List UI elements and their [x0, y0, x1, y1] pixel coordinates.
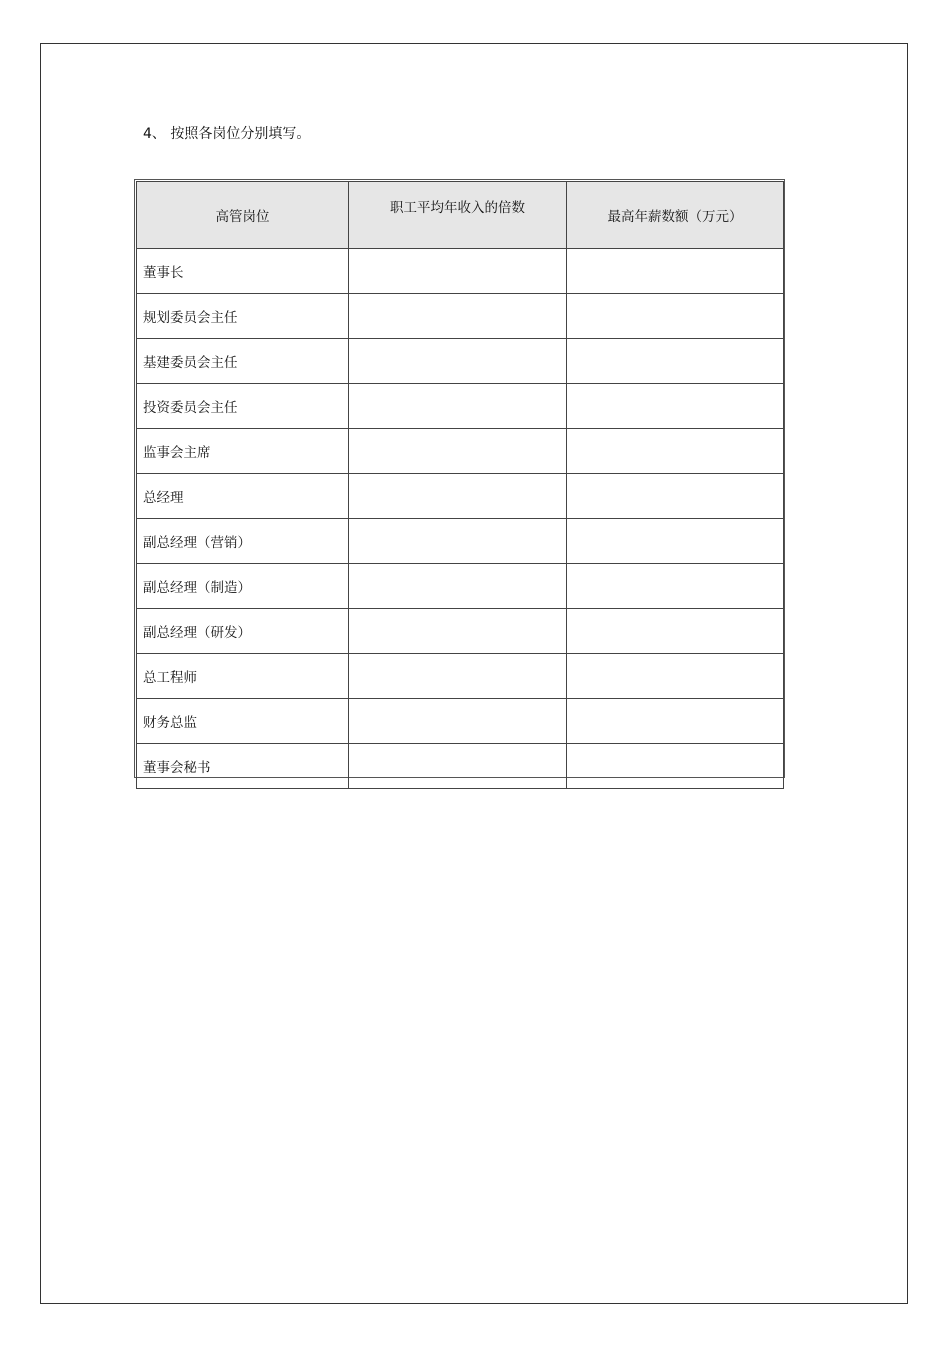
position-cell: 副总经理（研发） — [137, 609, 349, 654]
table-row — [137, 339, 784, 384]
max-salary-cell[interactable] — [567, 699, 784, 744]
income-multiple-cell[interactable] — [349, 744, 567, 789]
position-cell: 总经理 — [137, 474, 349, 519]
income-multiple-cell[interactable] — [349, 564, 567, 609]
max-salary-cell[interactable] — [567, 474, 784, 519]
salary-table — [136, 181, 784, 789]
income-multiple-cell[interactable] — [349, 474, 567, 519]
max-salary-cell[interactable] — [567, 294, 784, 339]
income-multiple-cell[interactable] — [349, 249, 567, 294]
position-cell: 副总经理（制造） — [137, 564, 349, 609]
table-row — [137, 654, 784, 699]
income-multiple-cell[interactable] — [349, 294, 567, 339]
position-cell: 董事会秘书 — [137, 744, 349, 789]
position-cell: 投资委员会主任 — [137, 384, 349, 429]
position-cell: 副总经理（营销） — [137, 519, 349, 564]
position-cell: 总工程师 — [137, 654, 349, 699]
income-multiple-cell[interactable] — [349, 384, 567, 429]
header-max-salary: 最高年薪数额（万元） — [567, 182, 784, 249]
max-salary-cell[interactable] — [567, 519, 784, 564]
income-multiple-cell[interactable] — [349, 429, 567, 474]
income-multiple-cell[interactable] — [349, 699, 567, 744]
max-salary-cell[interactable] — [567, 654, 784, 699]
table-header-row — [137, 182, 784, 249]
max-salary-cell[interactable] — [567, 339, 784, 384]
position-cell: 规划委员会主任 — [137, 294, 349, 339]
income-multiple-cell[interactable] — [349, 654, 567, 699]
table-row — [137, 294, 784, 339]
max-salary-cell[interactable] — [567, 564, 784, 609]
table-row — [137, 564, 784, 609]
max-salary-cell[interactable] — [567, 249, 784, 294]
instruction-text: 4、 按照各岗位分别填写。 — [143, 126, 311, 142]
table-row — [137, 744, 784, 789]
max-salary-cell[interactable] — [567, 609, 784, 654]
position-cell: 董事长 — [137, 249, 349, 294]
income-multiple-cell[interactable] — [349, 609, 567, 654]
header-position: 高管岗位 — [137, 182, 349, 249]
table-row — [137, 519, 784, 564]
table-row — [137, 249, 784, 294]
income-multiple-cell[interactable] — [349, 339, 567, 384]
max-salary-cell[interactable] — [567, 429, 784, 474]
position-cell: 基建委员会主任 — [137, 339, 349, 384]
table-row — [137, 699, 784, 744]
table-row — [137, 429, 784, 474]
table-row — [137, 609, 784, 654]
salary-table-container — [134, 179, 785, 778]
table-row — [137, 384, 784, 429]
header-income-multiple: 职工平均年收入的倍数 — [349, 182, 567, 249]
max-salary-cell[interactable] — [567, 384, 784, 429]
position-cell: 监事会主席 — [137, 429, 349, 474]
position-cell: 财务总监 — [137, 699, 349, 744]
table-row — [137, 474, 784, 519]
max-salary-cell[interactable] — [567, 744, 784, 789]
income-multiple-cell[interactable] — [349, 519, 567, 564]
